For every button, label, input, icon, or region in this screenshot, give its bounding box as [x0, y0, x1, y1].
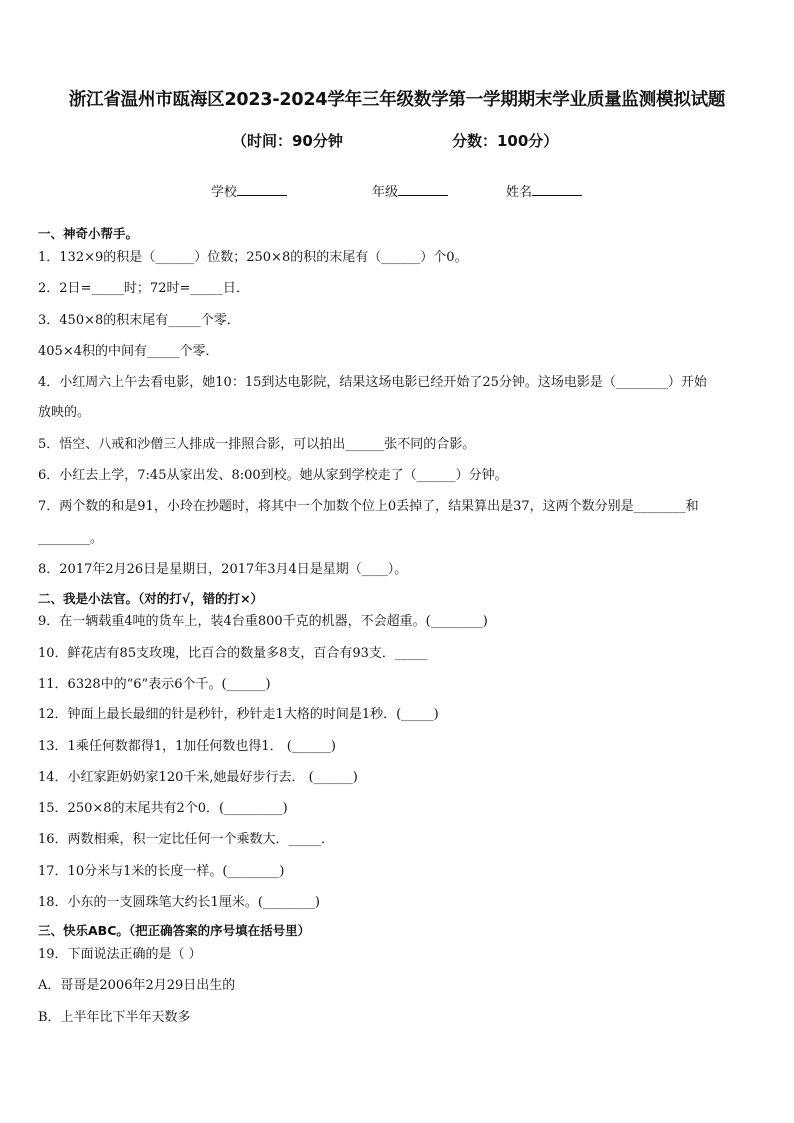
school-field: [211, 181, 287, 200]
question-11: 11．6328中的“6”表示6个千。(______): [38, 677, 271, 692]
question-15: 15．250×8的末尾共有2个0．(_________): [38, 801, 288, 816]
name-field: [506, 181, 582, 200]
question-13: 13．1乘任何数都得1，1加任何数也得1． (______): [38, 739, 336, 754]
question-19-option-a: A．哥哥是2006年2月29日出生的: [38, 978, 236, 993]
grade-label: 年级: [372, 185, 399, 200]
question-6: 6．小红去上学，7:45从家出发、8:00到校。她从家到学校走了（______）分钟。: [38, 468, 508, 483]
question-5: 5．悟空、八戒和沙僧三人排成一排照合影，可以拍出______张不同的合影。: [38, 437, 476, 452]
exam-score: 分数：100分）: [452, 132, 559, 150]
grade-field: [372, 181, 448, 200]
question-19-option-b: B．上半年比下半年天数多: [38, 1010, 191, 1025]
question-8: 8．2017年2月26日是星期日，2017年3月4日是星期（____）。: [38, 562, 408, 577]
school-label: 学校: [211, 185, 238, 200]
question-2: 2．2日=_____时；72时=_____日．: [38, 281, 249, 296]
question-9: 9．在一辆载重4吨的货车上，装4台重800千克的机器，不会超重。(________): [38, 614, 488, 629]
exam-time: （时间：90分钟: [232, 132, 343, 150]
name-blank[interactable]: [532, 181, 582, 196]
exam-title: 浙江省温州市瓯海区2023-2024学年三年级数学第一学期期末学业质量监测模拟试题: [68, 90, 726, 110]
question-7: 7．两个数的和是91，小玲在抄题时，将其中一个加数个位上0丢掉了，结果算出是37，这两个数分别是________和: [38, 499, 699, 514]
school-blank[interactable]: [237, 181, 287, 196]
question-1: 1．132×9的积是（______）位数；250×8的积的末尾有（______）个0。: [38, 250, 468, 265]
section-2-heading: 二、我是小法官。（对的打√，错的打×）: [38, 591, 264, 606]
question-19: 19．下面说法正确的是（ ）: [38, 947, 202, 962]
question-14: 14．小红家距奶奶家120千米,她最好步行去． (______): [38, 770, 358, 785]
name-label: 姓名: [506, 185, 533, 200]
section-1-heading: 一、神奇小帮手。: [38, 226, 139, 241]
question-3-continued: 405×4积的中间有_____个零．: [38, 344, 219, 359]
question-4-continued: 放映的。: [38, 405, 91, 420]
question-18: 18．小东的一支圆珠笔大约长1厘米。(________): [38, 895, 320, 910]
question-4: 4．小红周六上午去看电影，她10：15到达电影院，结果这场电影已经开始了25分钟。这场电影是（________）开始: [38, 375, 707, 390]
question-10: 10．鲜花店有85支玫瑰，比百合的数量多8支，百合有93支．_____: [38, 646, 428, 661]
question-3: 3．450×8的积末尾有_____个零．: [38, 313, 240, 328]
question-7-continued: ________。: [38, 531, 104, 546]
question-16: 16．两数相乘，积一定比任何一个乘数大．_____．: [38, 832, 335, 847]
grade-blank[interactable]: [398, 181, 448, 196]
question-17: 17．10分米与1米的长度一样。(________): [38, 864, 285, 879]
section-3-heading: 三、快乐ABC。（把正确答案的序号填在括号里）: [38, 923, 311, 938]
question-12: 12．钟面上最长最细的针是秒针，秒针走1大格的时间是1秒．(_____): [38, 707, 439, 722]
